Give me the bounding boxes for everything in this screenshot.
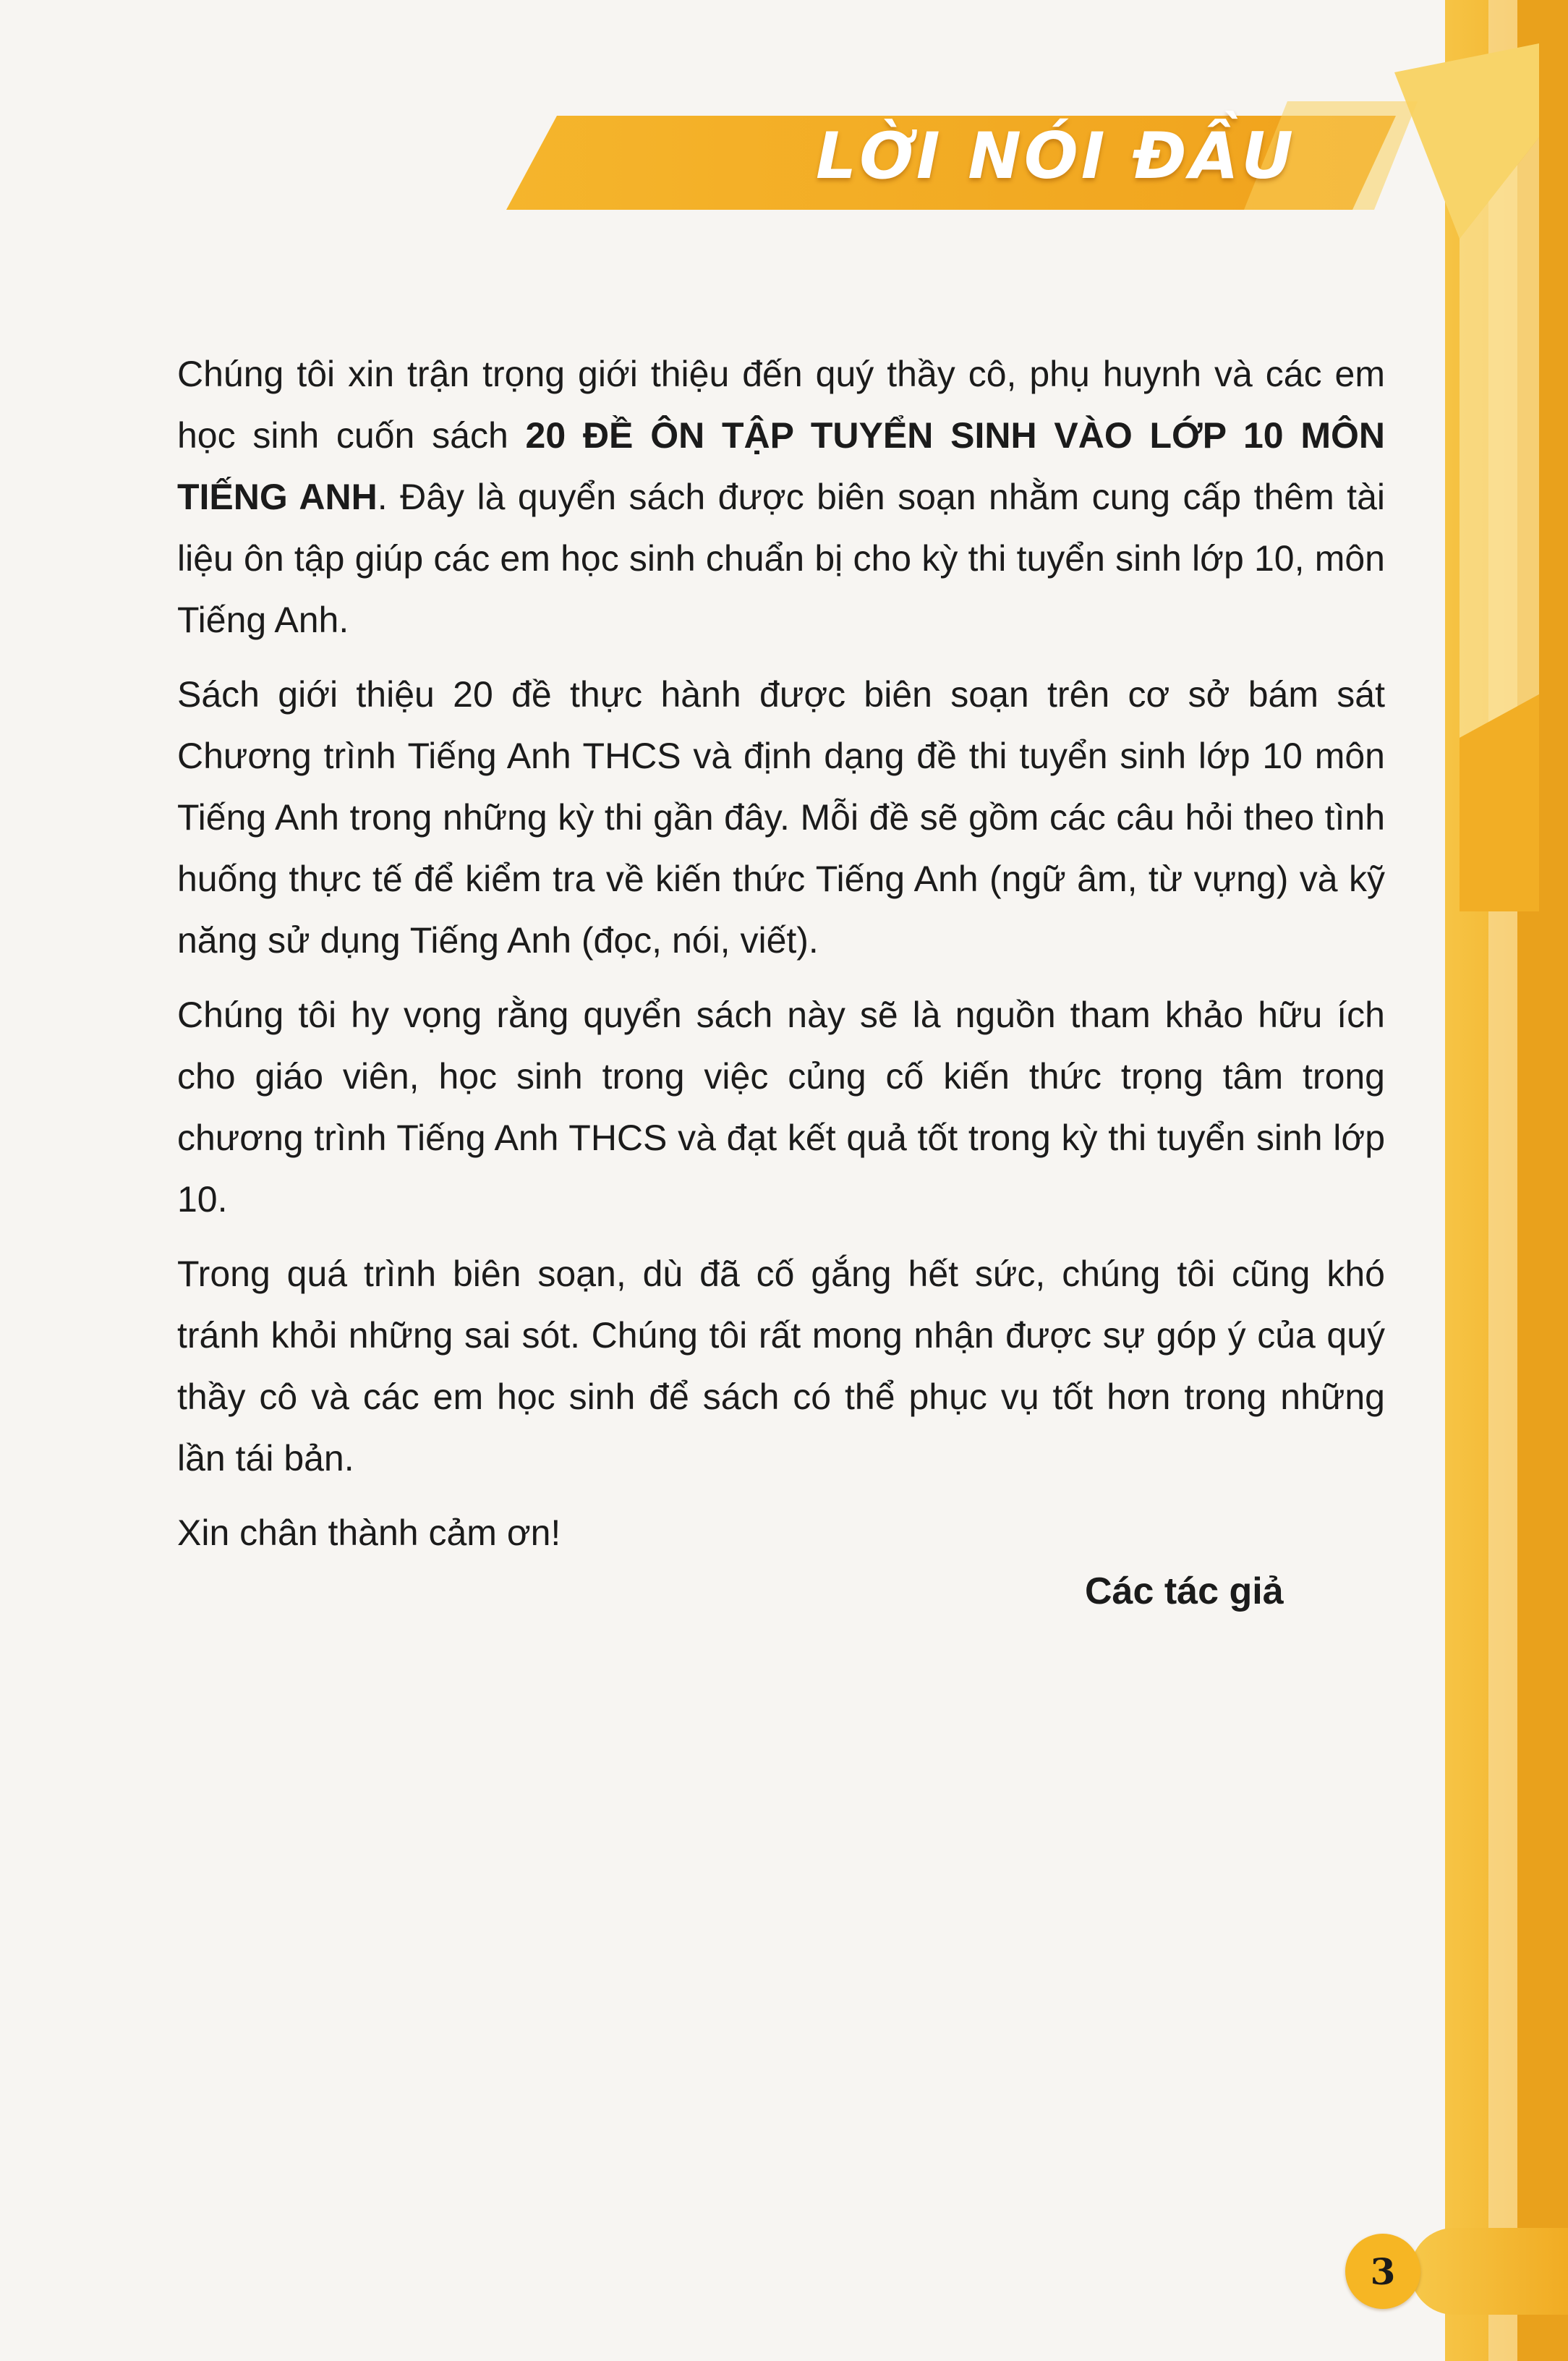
page-tab-background (1410, 2228, 1568, 2315)
paragraph-4: Trong quá trình biên soạn, dù đã cố gắng hết sức, chúng tôi cũng khó tránh khỏi những sai sót. Chúng tôi rất mong nhận được sự góp ý của quý thầy cô và các em học sinh để sách có thể phục vụ tốt hơn trong những lần tái bản. (177, 1254, 1385, 1479)
paragraph-1-text-end: . Đây là quyển sách được biên soạn nhằm cung cấp thêm tài liệu ôn tập giúp các em học sinh chuẩn bị cho kỳ thi tuyển sinh lớp 10, môn Tiếng Anh. (177, 477, 1385, 640)
preface-body (177, 344, 1385, 1577)
paragraph-5: Xin chân thành cảm ơn! (177, 1513, 561, 1553)
paragraph-1-text: Chúng tôi xin trận trọng giới thiệu đến quý thầy cô, phụ huynh và các em học sinh cuốn sách (177, 354, 1385, 456)
paragraph-1 (177, 344, 1385, 651)
paragraph-3: Chúng tôi hy vọng rằng quyển sách này sẽ là nguồn tham khảo hữu ích cho giáo viên, học sinh trong việc củng cố kiến thức trọng tâm trong chương trình Tiếng Anh THCS và đạt kết quả tốt trong kỳ thi tuyển sinh lớp 10. (177, 995, 1385, 1220)
signature: Các tác giả (1085, 1570, 1284, 1612)
title-banner (506, 101, 1418, 210)
book-title-bold: 20 ĐỀ ÔN TẬP TUYỂN SINH VÀO LỚP 10 MÔN TIẾNG ANH (177, 415, 1385, 517)
page-title: LỜI NÓI ĐẦU (815, 118, 1297, 193)
page-number: 3 (1345, 2234, 1420, 2309)
paragraph-2: Sách giới thiệu 20 đề thực hành được biên soạn trên cơ sở bám sát Chương trình Tiếng Anh THCS và định dạng đề thi tuyển sinh lớp 10 môn Tiếng Anh trong những kỳ thi gần đây. Mỗi đề sẽ gồm các câu hỏi theo tình huống thực tế để kiểm tra về kiến thức Tiếng Anh (ngữ âm, từ vựng) và kỹ năng sử dụng Tiếng Anh (đọc, nói, viết). (177, 674, 1385, 961)
page-number-tab (1345, 2228, 1568, 2315)
